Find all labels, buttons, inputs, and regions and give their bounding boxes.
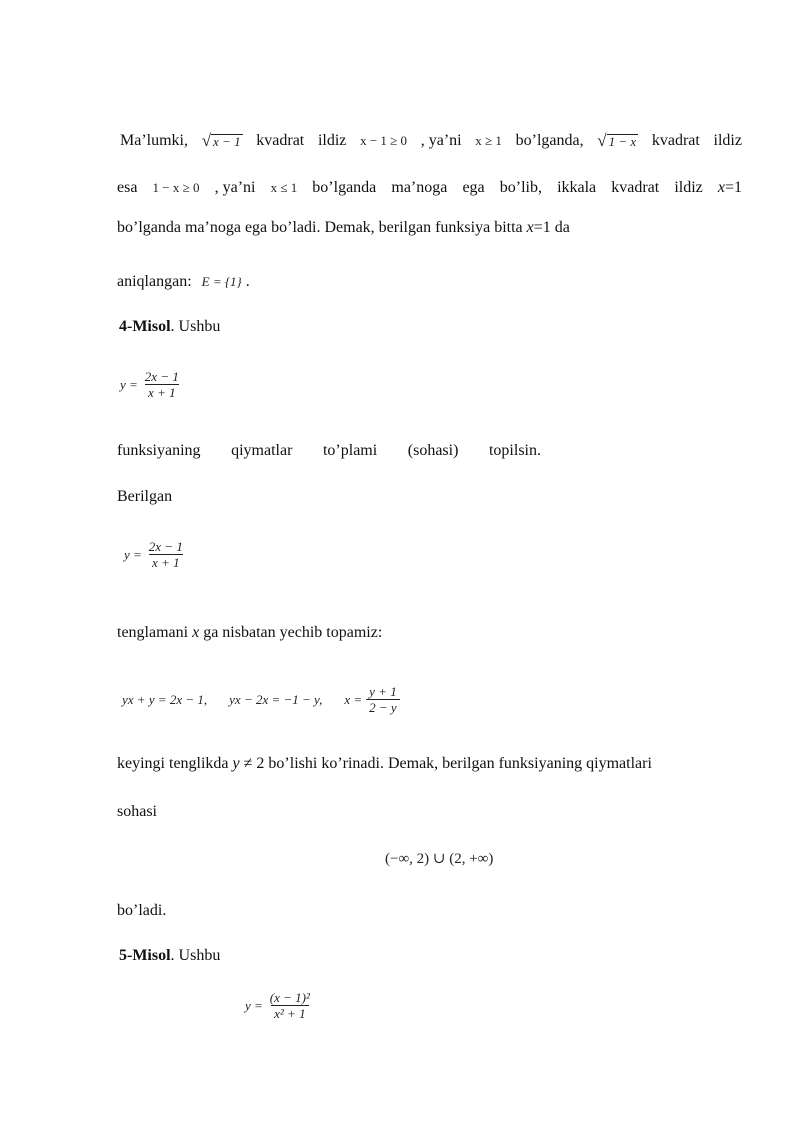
word: esa [117, 179, 138, 196]
sqrt-1-minus-x-formula: √ 1 − x [597, 131, 637, 150]
word: ildiz [317, 132, 347, 149]
paragraph-line-8: keyingi tenglikda y ≠ 2 bo’lishi ko’rinadi. Demak, berilgan funksiyaning qiymatlari [117, 755, 652, 772]
set-formula: E = {1} [201, 274, 242, 289]
formula-range-set: (−∞, 2) ∪ (2, +∞) [385, 851, 494, 867]
paragraph-line-4: aniqlangan: E = {1} . [117, 273, 250, 290]
paragraph-line-2 [117, 178, 742, 198]
word: ma’noga [391, 179, 448, 196]
x-equals-1: x=1 [717, 179, 742, 196]
condition-formula: x ≤ 1 [270, 180, 298, 195]
paragraph-line-9: sohasi [117, 803, 157, 820]
word: bo’lib, [499, 179, 542, 196]
condition-formula: x ≥ 1 [475, 133, 502, 148]
word: ikkala [557, 179, 597, 196]
formula-solve-for-x: yx + y = 2x − 1, yx − 2x = −1 − y, x = $\frac{y + 1}{2 - y}$ [122, 684, 400, 715]
formula-y-fraction-1: y = $\frac{2x - 1}{x + 1}$ [120, 369, 179, 400]
paragraph-line-6: Berilgan [117, 488, 173, 505]
formula-y-fraction-2: y = $\frac{2x - 1}{x + 1}$ [124, 539, 183, 570]
word: ildiz [674, 179, 703, 196]
example-4-heading: 4-Misol. Ushbu [119, 318, 221, 335]
word: ega [462, 179, 485, 196]
example-5-heading: 5-Misol. Ushbu [119, 947, 221, 964]
word: , ya’ni [214, 179, 256, 196]
word: Ma’lumki, [120, 132, 188, 149]
paragraph-line-5: funksiyaning qiymatlar to’plami (sohasi) topilsin. [117, 442, 541, 459]
word: , ya’ni [420, 132, 462, 149]
word: ildiz [713, 132, 742, 149]
condition-formula: x − 1 ≥ 0 [360, 133, 408, 148]
paragraph-line-3: bo’lganda ma’noga ega bo’ladi. Demak, berilgan funksiya bitta x=1 da [117, 219, 570, 236]
paragraph-line-10: bo’ladi. [117, 902, 167, 919]
paragraph-line-7: tenglamani x ga nisbatan yechib topamiz: [117, 624, 383, 641]
word: bo’lganda, [515, 132, 584, 149]
word: kvadrat [256, 132, 305, 149]
word: bo’lganda [312, 179, 377, 196]
formula-y-fraction-3: y = $\frac{\text{(x − 1)²}}{\text{x² + 1}}$ [245, 990, 310, 1021]
word: kvadrat [651, 132, 700, 149]
condition-formula: 1 − x ≥ 0 [152, 180, 200, 195]
word: kvadrat [611, 179, 660, 196]
paragraph-line-1 [120, 131, 742, 151]
sqrt-x-minus-1-formula: √ x − 1 [201, 131, 241, 150]
